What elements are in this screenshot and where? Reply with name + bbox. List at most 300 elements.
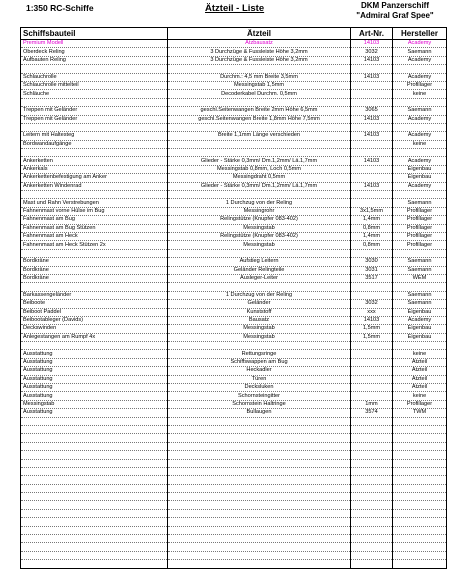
table-row xyxy=(21,300,447,308)
cell-part: Bordkräne xyxy=(21,266,168,274)
cell-part: Bordkräne xyxy=(21,274,168,282)
table-row xyxy=(21,216,447,224)
table-header-row xyxy=(21,28,447,40)
column-header-part: Schiffsbauteil xyxy=(21,28,168,40)
cell-part: Oberdeck Reling xyxy=(21,48,168,56)
cell-etch: Geländer xyxy=(168,300,351,308)
cell-artnr xyxy=(351,551,393,559)
column-header-manufacturer: Hersteller xyxy=(393,28,447,40)
cell-artnr xyxy=(351,560,393,568)
table-row xyxy=(21,509,447,517)
cell-etch xyxy=(168,149,351,157)
cell-etch xyxy=(168,98,351,106)
cell-artnr xyxy=(351,384,393,392)
cell-artnr xyxy=(351,459,393,467)
table-row xyxy=(21,165,447,173)
cell-part: Fahnenmast am Bug Stützen xyxy=(21,224,168,232)
table-row xyxy=(21,375,447,383)
cell-etch: Türen xyxy=(168,375,351,383)
table-row xyxy=(21,191,447,199)
cell-part: Premium Modell xyxy=(21,40,168,48)
cell-part: Treppen mit Geländer xyxy=(21,115,168,123)
cell-artnr: 0,8mm xyxy=(351,241,393,249)
cell-part: Barkassengeländer xyxy=(21,291,168,299)
cell-artnr xyxy=(351,375,393,383)
cell-artnr: 14103 xyxy=(351,115,393,123)
cell-part xyxy=(21,560,168,568)
cell-manufacturer xyxy=(393,543,447,551)
table-row xyxy=(21,560,447,568)
cell-manufacturer: Academy xyxy=(393,132,447,140)
cell-etch xyxy=(168,140,351,148)
cell-manufacturer: Saemann xyxy=(393,258,447,266)
cell-manufacturer xyxy=(393,484,447,492)
cell-part: Fahnenmast am Heck Stützen 2x xyxy=(21,241,168,249)
cell-part: Beibootableger (Davids) xyxy=(21,316,168,324)
cell-etch xyxy=(168,342,351,350)
column-header-artnr: Art-Nr. xyxy=(351,28,393,40)
cell-manufacturer xyxy=(393,123,447,131)
cell-etch: Messingstab 1,5mm xyxy=(168,81,351,89)
cell-part: Ankerkettenbefestigung am Anker xyxy=(21,174,168,182)
cell-etch xyxy=(168,283,351,291)
cell-artnr: 14103 xyxy=(351,157,393,165)
cell-part xyxy=(21,535,168,543)
cell-etch xyxy=(168,442,351,450)
cell-artnr xyxy=(351,149,393,157)
table-row xyxy=(21,367,447,375)
page-header xyxy=(0,0,460,27)
table-row xyxy=(21,81,447,89)
cell-part xyxy=(21,191,168,199)
cell-manufacturer: Academy xyxy=(393,115,447,123)
cell-manufacturer: TWM xyxy=(393,409,447,417)
cell-manufacturer: Academy xyxy=(393,316,447,324)
table-row xyxy=(21,518,447,526)
cell-artnr: 14103 xyxy=(351,316,393,324)
cell-etch xyxy=(168,467,351,475)
cell-part: Aufbauten Reling xyxy=(21,56,168,64)
cell-artnr: 1mm xyxy=(351,400,393,408)
cell-part: Schläuche xyxy=(21,90,168,98)
cell-part: Bordkräne xyxy=(21,258,168,266)
cell-etch: geschl.Seitenwangen Breite 1,8mm Höhe 7,5mm xyxy=(168,115,351,123)
table-row xyxy=(21,140,447,148)
cell-etch xyxy=(168,417,351,425)
cell-part xyxy=(21,342,168,350)
table-row xyxy=(21,48,447,56)
cell-etch: Glieder - Stärke 0,3mm/ Dm.1,2mm/ Lä.1,7mm xyxy=(168,157,351,165)
table-row xyxy=(21,40,447,48)
cell-etch: Schiffswappen am Bug xyxy=(168,358,351,366)
cell-part xyxy=(21,543,168,551)
table-row xyxy=(21,73,447,81)
cell-manufacturer xyxy=(393,451,447,459)
cell-artnr: 0,8mm xyxy=(351,224,393,232)
cell-manufacturer: Academy xyxy=(393,40,447,48)
column-header-etch: Ätzteil xyxy=(168,28,351,40)
cell-manufacturer: Atzteil xyxy=(393,375,447,383)
cell-artnr: 3x1,5mm xyxy=(351,207,393,215)
cell-artnr: 3032 xyxy=(351,300,393,308)
cell-part xyxy=(21,65,168,73)
cell-etch xyxy=(168,484,351,492)
cell-part xyxy=(21,493,168,501)
cell-etch: Decksluken xyxy=(168,384,351,392)
table-row xyxy=(21,333,447,341)
table-row xyxy=(21,325,447,333)
table-row xyxy=(21,459,447,467)
table-row xyxy=(21,384,447,392)
cell-etch: 1 Durchzug von der Reling xyxy=(168,199,351,207)
table-row xyxy=(21,90,447,98)
cell-part xyxy=(21,283,168,291)
cell-part: Beiboot Paddel xyxy=(21,308,168,316)
table-row xyxy=(21,543,447,551)
cell-part: Beiboote xyxy=(21,300,168,308)
cell-part xyxy=(21,417,168,425)
cell-manufacturer: Eigenbau xyxy=(393,174,447,182)
table-row xyxy=(21,476,447,484)
table-row xyxy=(21,157,447,165)
table-row xyxy=(21,417,447,425)
cell-etch xyxy=(168,543,351,551)
cell-manufacturer xyxy=(393,551,447,559)
cell-manufacturer xyxy=(393,434,447,442)
cell-manufacturer: Atzteil xyxy=(393,384,447,392)
cell-manufacturer xyxy=(393,283,447,291)
cell-artnr: 14103 xyxy=(351,182,393,190)
cell-manufacturer xyxy=(393,493,447,501)
cell-etch: Heckadler xyxy=(168,367,351,375)
table-row xyxy=(21,115,447,123)
cell-etch: 3 Durchzüge & Fussleiste Höhe 3,2mm xyxy=(168,48,351,56)
table-row xyxy=(21,258,447,266)
cell-manufacturer xyxy=(393,191,447,199)
cell-manufacturer: Eigenbau xyxy=(393,325,447,333)
cell-part: Ankerkals xyxy=(21,165,168,173)
table-row xyxy=(21,400,447,408)
cell-artnr: 3574 xyxy=(351,409,393,417)
cell-manufacturer xyxy=(393,476,447,484)
cell-artnr: xxx xyxy=(351,308,393,316)
cell-etch: Decoderkabel Durchm. 0,5mm xyxy=(168,90,351,98)
cell-part xyxy=(21,551,168,559)
cell-etch: Messingstab xyxy=(168,224,351,232)
cell-etch: 3 Durchzüge & Fussleiste Höhe 3,2mm xyxy=(168,56,351,64)
cell-artnr: 14103 xyxy=(351,40,393,48)
cell-artnr xyxy=(351,526,393,534)
cell-etch: Messingstab xyxy=(168,241,351,249)
cell-part: Treppen mit Geländer xyxy=(21,107,168,115)
cell-etch: Geländer Relingteile xyxy=(168,266,351,274)
model-name-line2: "Admiral Graf Spee" xyxy=(356,11,434,20)
cell-artnr xyxy=(351,98,393,106)
cell-artnr xyxy=(351,367,393,375)
cell-etch xyxy=(168,509,351,517)
table-row xyxy=(21,224,447,232)
table-row xyxy=(21,501,447,509)
model-name-line1: DKM Panzerschiff xyxy=(360,1,429,10)
cell-artnr xyxy=(351,518,393,526)
cell-manufacturer: Eigenbau xyxy=(393,165,447,173)
model-name xyxy=(340,1,450,21)
cell-artnr xyxy=(351,199,393,207)
cell-artnr: 14103 xyxy=(351,73,393,81)
cell-manufacturer xyxy=(393,65,447,73)
cell-etch: Schornsteingitter xyxy=(168,392,351,400)
cell-manufacturer xyxy=(393,249,447,257)
cell-artnr: 14103 xyxy=(351,56,393,64)
cell-part: Mast und Rahn Verstrebungen xyxy=(21,199,168,207)
cell-manufacturer xyxy=(393,425,447,433)
cell-artnr xyxy=(351,191,393,199)
cell-etch: Ausleger-Leiter xyxy=(168,274,351,282)
cell-artnr xyxy=(351,484,393,492)
cell-part: Ausstattung xyxy=(21,392,168,400)
table-row xyxy=(21,199,447,207)
cell-artnr xyxy=(351,425,393,433)
cell-manufacturer: Saemann xyxy=(393,266,447,274)
cell-part: Ankerketten xyxy=(21,157,168,165)
cell-etch: Schornstein Haltringe xyxy=(168,400,351,408)
cell-artnr: 1,5mm xyxy=(351,325,393,333)
table-row xyxy=(21,291,447,299)
cell-artnr xyxy=(351,283,393,291)
cell-manufacturer: Profillager xyxy=(393,241,447,249)
cell-artnr xyxy=(351,165,393,173)
cell-manufacturer xyxy=(393,342,447,350)
scale-label: 1:350 RC-Schiffe xyxy=(26,3,94,13)
cell-manufacturer xyxy=(393,518,447,526)
cell-artnr xyxy=(351,476,393,484)
cell-part xyxy=(21,501,168,509)
table-row xyxy=(21,149,447,157)
cell-part xyxy=(21,518,168,526)
cell-artnr xyxy=(351,342,393,350)
cell-etch xyxy=(168,451,351,459)
cell-artnr xyxy=(351,467,393,475)
cell-artnr xyxy=(351,81,393,89)
cell-manufacturer: Profillager xyxy=(393,400,447,408)
cell-etch: Messingstab 0,8mm, Loch 0,5mm xyxy=(168,165,351,173)
cell-part: Ausstattung xyxy=(21,375,168,383)
table-row xyxy=(21,425,447,433)
cell-part: Leitern mit Haltesteg xyxy=(21,132,168,140)
cell-manufacturer xyxy=(393,526,447,534)
cell-artnr: 1,4mm xyxy=(351,232,393,240)
table-row xyxy=(21,493,447,501)
cell-etch: 1 Durchzug von der Reling xyxy=(168,291,351,299)
cell-part xyxy=(21,526,168,534)
cell-etch: Breite 1,1mm Länge verschieden xyxy=(168,132,351,140)
cell-part: Schlauchrolle xyxy=(21,73,168,81)
cell-etch xyxy=(168,518,351,526)
cell-etch xyxy=(168,560,351,568)
cell-manufacturer: Saemann xyxy=(393,199,447,207)
cell-manufacturer xyxy=(393,560,447,568)
cell-artnr: 3030 xyxy=(351,258,393,266)
cell-artnr: 14103 xyxy=(351,132,393,140)
table-row xyxy=(21,274,447,282)
cell-part xyxy=(21,451,168,459)
cell-artnr xyxy=(351,434,393,442)
cell-manufacturer: Profillager xyxy=(393,81,447,89)
cell-part xyxy=(21,123,168,131)
cell-artnr xyxy=(351,392,393,400)
table-row xyxy=(21,342,447,350)
cell-etch: Durchm.: 4,5 mm Breite 3,5mm xyxy=(168,73,351,81)
table-row xyxy=(21,316,447,324)
cell-etch xyxy=(168,123,351,131)
table-row xyxy=(21,358,447,366)
cell-manufacturer: WEM xyxy=(393,274,447,282)
cell-part xyxy=(21,98,168,106)
cell-manufacturer: keine xyxy=(393,392,447,400)
cell-artnr xyxy=(351,493,393,501)
cell-part xyxy=(21,467,168,475)
cell-manufacturer: Atzteil xyxy=(393,358,447,366)
parts-table xyxy=(20,27,447,569)
cell-etch xyxy=(168,191,351,199)
cell-manufacturer: Eigenbau xyxy=(393,308,447,316)
cell-part: Ausstattung xyxy=(21,358,168,366)
cell-artnr xyxy=(351,442,393,450)
cell-manufacturer: Eigenbau xyxy=(393,333,447,341)
cell-part: Fahnenmast am Bug xyxy=(21,216,168,224)
cell-part: Ausstattung xyxy=(21,384,168,392)
cell-manufacturer xyxy=(393,509,447,517)
cell-part: Ankerketten Windenrad xyxy=(21,182,168,190)
cell-etch xyxy=(168,434,351,442)
cell-manufacturer xyxy=(393,417,447,425)
cell-artnr xyxy=(351,174,393,182)
cell-etch xyxy=(168,493,351,501)
cell-part: Fahnenmast am Heck xyxy=(21,232,168,240)
cell-manufacturer: Saemann xyxy=(393,291,447,299)
cell-artnr: 1,4mm xyxy=(351,216,393,224)
cell-manufacturer: Academy xyxy=(393,157,447,165)
table-row xyxy=(21,241,447,249)
cell-etch xyxy=(168,535,351,543)
table-row xyxy=(21,308,447,316)
cell-etch: Bausatz xyxy=(168,316,351,324)
cell-part: Schlauchrolle mittelteil xyxy=(21,81,168,89)
cell-part: Ausstattung xyxy=(21,409,168,417)
cell-manufacturer: Profillager xyxy=(393,207,447,215)
table-row xyxy=(21,123,447,131)
cell-manufacturer xyxy=(393,501,447,509)
table-row xyxy=(21,232,447,240)
cell-artnr xyxy=(351,65,393,73)
table-body xyxy=(21,40,447,569)
cell-etch xyxy=(168,476,351,484)
cell-artnr xyxy=(351,291,393,299)
cell-artnr: 1,5mm xyxy=(351,333,393,341)
cell-part xyxy=(21,434,168,442)
cell-manufacturer: Atzteil xyxy=(393,367,447,375)
table-row xyxy=(21,266,447,274)
cell-etch: Glieder - Stärke 0,3mm/ Dm.1,2mm/ Lä.1,7mm xyxy=(168,182,351,190)
cell-etch: Messingdraht 0,5mm xyxy=(168,174,351,182)
cell-manufacturer xyxy=(393,98,447,106)
cell-artnr xyxy=(351,451,393,459)
cell-etch: Messingrohr xyxy=(168,207,351,215)
table-row xyxy=(21,107,447,115)
cell-artnr xyxy=(351,358,393,366)
cell-artnr: 3065 xyxy=(351,107,393,115)
cell-etch xyxy=(168,551,351,559)
cell-manufacturer: keine xyxy=(393,90,447,98)
table-row xyxy=(21,249,447,257)
cell-etch: Kunststoff xyxy=(168,308,351,316)
table-row xyxy=(21,350,447,358)
cell-artnr xyxy=(351,249,393,257)
cell-artnr xyxy=(351,501,393,509)
cell-manufacturer: Saemann xyxy=(393,107,447,115)
cell-artnr xyxy=(351,509,393,517)
table-row xyxy=(21,526,447,534)
cell-part xyxy=(21,459,168,467)
cell-part: Anlegestangen am Rumpf 4x xyxy=(21,333,168,341)
cell-artnr xyxy=(351,123,393,131)
cell-manufacturer: Saemann xyxy=(393,48,447,56)
cell-part xyxy=(21,442,168,450)
cell-etch: Ätzbausatz xyxy=(168,40,351,48)
cell-part xyxy=(21,476,168,484)
table-row xyxy=(21,65,447,73)
table-row xyxy=(21,551,447,559)
cell-manufacturer: Academy xyxy=(393,56,447,64)
cell-part: Fahnenmast vorne Hülse im Bug xyxy=(21,207,168,215)
cell-part: Bordwandaufgänge xyxy=(21,140,168,148)
cell-part: Ausstattung xyxy=(21,367,168,375)
cell-etch xyxy=(168,65,351,73)
table-row xyxy=(21,442,447,450)
cell-etch xyxy=(168,249,351,257)
table-row xyxy=(21,98,447,106)
table-row xyxy=(21,535,447,543)
cell-manufacturer xyxy=(393,535,447,543)
cell-artnr xyxy=(351,90,393,98)
cell-manufacturer: Profillager xyxy=(393,232,447,240)
cell-manufacturer: Profillager xyxy=(393,224,447,232)
table-row xyxy=(21,182,447,190)
cell-manufacturer xyxy=(393,467,447,475)
cell-etch: Relingstütze (Knupfer 083-402) xyxy=(168,232,351,240)
cell-part xyxy=(21,484,168,492)
cell-part: Ausstattung xyxy=(21,350,168,358)
table-row xyxy=(21,283,447,291)
cell-part: Deckswinden xyxy=(21,325,168,333)
page-title: Ätzteil - Liste xyxy=(205,3,265,14)
cell-manufacturer: Academy xyxy=(393,182,447,190)
table-row xyxy=(21,451,447,459)
table-row xyxy=(21,132,447,140)
cell-artnr xyxy=(351,535,393,543)
cell-part xyxy=(21,149,168,157)
cell-manufacturer: Academy xyxy=(393,73,447,81)
cell-part xyxy=(21,509,168,517)
table-row xyxy=(21,207,447,215)
cell-manufacturer: keine xyxy=(393,350,447,358)
table-row xyxy=(21,434,447,442)
table-row xyxy=(21,174,447,182)
cell-manufacturer xyxy=(393,149,447,157)
table-row xyxy=(21,392,447,400)
cell-artnr xyxy=(351,350,393,358)
table-row xyxy=(21,467,447,475)
